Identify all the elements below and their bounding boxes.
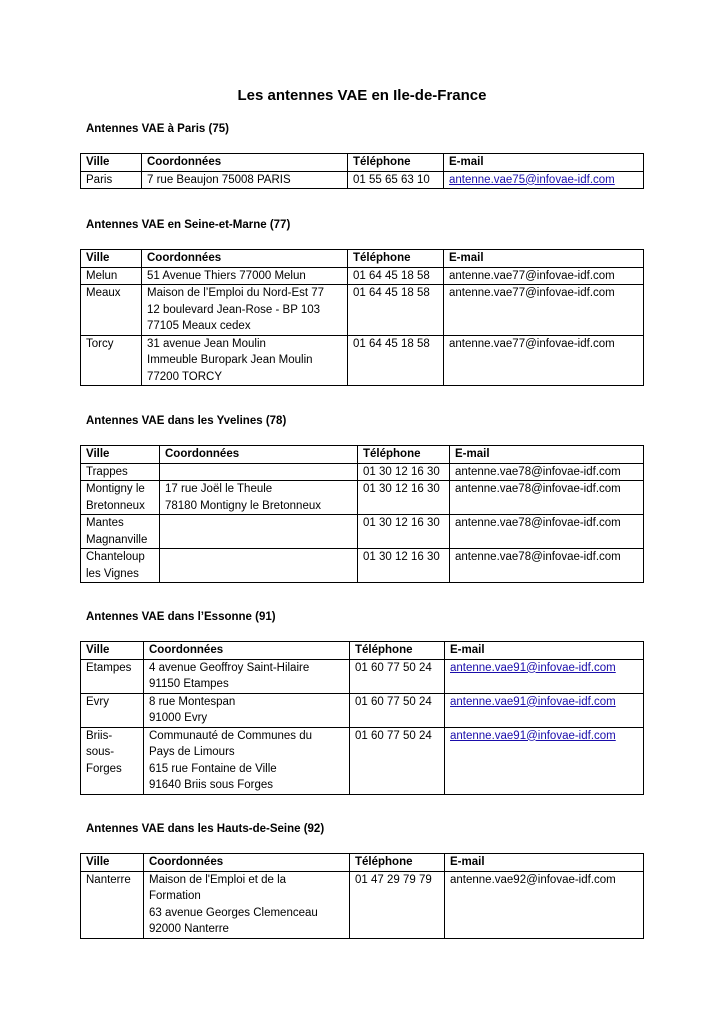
cell-ville xyxy=(81,727,144,794)
cell-email xyxy=(450,463,644,481)
column-header-ville: Ville xyxy=(81,854,144,872)
column-header-email: E-mail xyxy=(445,854,644,872)
city-line: Forges xyxy=(86,762,122,775)
column-header-email: E-mail xyxy=(444,154,644,172)
cell-email xyxy=(444,285,644,336)
cell-telephone: 01 60 77 50 24 xyxy=(350,693,445,727)
cell-email xyxy=(445,659,644,693)
antennas-table xyxy=(80,249,644,386)
cell-ville xyxy=(81,463,160,481)
cell-telephone: 01 64 45 18 58 xyxy=(348,285,444,336)
cell-coordonnees xyxy=(144,693,350,727)
table-row xyxy=(81,463,644,481)
cell-ville xyxy=(81,171,142,189)
city-line: Nanterre xyxy=(86,873,131,886)
cell-telephone: 01 30 12 16 30 xyxy=(358,515,450,549)
address-line: Immeuble Buropark Jean Moulin xyxy=(147,354,313,366)
column-header-email: E-mail xyxy=(444,250,644,268)
email-text: antenne.vae77@infovae-idf.com xyxy=(449,337,615,350)
table-row xyxy=(81,171,644,189)
address-line: Formation xyxy=(149,890,201,902)
section-heading: Antennes VAE dans les Hauts-de-Seine (92) xyxy=(86,823,325,835)
antennas-table xyxy=(80,153,644,189)
table-row xyxy=(81,335,644,386)
cell-coordonnees xyxy=(160,549,358,583)
section-heading: Antennes VAE en Seine-et-Marne (77) xyxy=(86,219,291,231)
column-header-ville: Ville xyxy=(81,154,142,172)
antennas-table xyxy=(80,445,644,583)
table-row xyxy=(81,549,644,583)
section-heading: Antennes VAE à Paris (75) xyxy=(86,123,229,135)
cell-ville xyxy=(81,267,142,285)
cell-ville xyxy=(81,515,160,549)
table-header-row xyxy=(81,250,644,268)
table-header-row xyxy=(81,642,644,660)
email-text: antenne.vae78@infovae-idf.com xyxy=(455,551,621,563)
address-line: 4 avenue Geoffroy Saint-Hilaire xyxy=(149,661,310,674)
city-line: Trappes xyxy=(86,465,128,478)
city-line: Paris xyxy=(86,173,113,186)
city-line: Etampes xyxy=(86,661,132,674)
cell-ville xyxy=(81,659,144,693)
table-header-row xyxy=(81,154,644,172)
table-row xyxy=(81,727,644,794)
column-header-ville: Ville xyxy=(81,446,160,464)
column-header-telephone: Téléphone xyxy=(348,154,444,172)
address-line: 8 rue Montespan xyxy=(149,695,236,708)
cell-coordonnees xyxy=(160,515,358,549)
table-row xyxy=(81,285,644,336)
address-line: 7 rue Beaujon 75008 PARIS xyxy=(147,173,291,186)
address-line: 91000 Evry xyxy=(149,712,208,724)
address-line: Communauté de Communes du xyxy=(149,729,312,742)
cell-telephone: 01 64 45 18 58 xyxy=(348,335,444,386)
column-header-email: E-mail xyxy=(445,642,644,660)
city-line: sous- xyxy=(86,746,115,758)
cell-ville xyxy=(81,481,160,515)
cell-email xyxy=(445,871,644,938)
column-header-ville: Ville xyxy=(81,250,142,268)
table-row xyxy=(81,659,644,693)
column-header-coordonnees: Coordonnées xyxy=(142,154,348,172)
address-line: 91640 Briis sous Forges xyxy=(149,779,274,791)
antennas-table xyxy=(80,853,644,939)
cell-telephone: 01 60 77 50 24 xyxy=(350,659,445,693)
address-line: 63 avenue Georges Clemenceau xyxy=(149,906,318,919)
city-line: Meaux xyxy=(86,287,121,299)
email-text: antenne.vae92@infovae-idf.com xyxy=(450,873,616,886)
cell-telephone: 01 30 12 16 30 xyxy=(358,481,450,515)
cell-telephone: 01 30 12 16 30 xyxy=(358,463,450,481)
cell-email xyxy=(445,693,644,727)
address-line: 91150 Etampes xyxy=(149,678,229,690)
cell-email xyxy=(445,727,644,794)
table-row xyxy=(81,871,644,938)
cell-coordonnees xyxy=(160,481,358,515)
cell-coordonnees xyxy=(142,335,348,386)
table-row xyxy=(81,693,644,727)
address-line: 17 rue Joël le Theule xyxy=(165,483,273,495)
cell-telephone: 01 60 77 50 24 xyxy=(350,727,445,794)
section-heading: Antennes VAE dans l’Essonne (91) xyxy=(86,611,276,623)
email-link[interactable]: antenne.vae91@infovae-idf.com xyxy=(450,729,616,742)
address-line: 77200 TORCY xyxy=(147,370,223,383)
email-text: antenne.vae77@infovae-idf.com xyxy=(449,269,615,282)
city-line: les Vignes xyxy=(86,567,139,580)
email-link[interactable]: antenne.vae75@infovae-idf.com xyxy=(449,173,615,186)
cell-telephone: 01 30 12 16 30 xyxy=(358,549,450,583)
cell-coordonnees xyxy=(160,463,358,481)
column-header-telephone: Téléphone xyxy=(358,446,450,464)
city-line: Mantes xyxy=(86,517,124,529)
cell-coordonnees xyxy=(142,267,348,285)
cell-coordonnees xyxy=(142,285,348,336)
address-line: Maison de l'Emploi et de la xyxy=(149,873,287,886)
section-heading: Antennes VAE dans les Yvelines (78) xyxy=(86,415,287,427)
cell-coordonnees xyxy=(144,871,350,938)
table-header-row xyxy=(81,854,644,872)
city-line: Montigny le xyxy=(86,483,145,495)
email-text: antenne.vae78@infovae-idf.com xyxy=(455,465,621,478)
address-line: Pays de Limours xyxy=(149,746,235,758)
city-line: Bretonneux xyxy=(86,499,145,512)
address-line: 77105 Meaux cedex xyxy=(147,320,251,332)
column-header-telephone: Téléphone xyxy=(348,250,444,268)
address-line: 51 Avenue Thiers 77000 Melun xyxy=(147,269,306,282)
page-title: Les antennes VAE en Ile-de-France xyxy=(237,87,487,104)
address-line: Maison de l’Emploi du Nord-Est 77 xyxy=(147,287,325,299)
address-line: 31 avenue Jean Moulin xyxy=(147,337,266,350)
column-header-coordonnees: Coordonnées xyxy=(160,446,358,464)
city-line: Evry xyxy=(86,695,109,708)
city-line: Chanteloup xyxy=(86,551,145,563)
cell-ville xyxy=(81,285,142,336)
email-text: antenne.vae78@infovae-idf.com xyxy=(455,483,621,495)
cell-ville xyxy=(81,335,142,386)
cell-telephone: 01 64 45 18 58 xyxy=(348,267,444,285)
cell-email xyxy=(450,481,644,515)
email-text: antenne.vae77@infovae-idf.com xyxy=(449,287,615,299)
table-row xyxy=(81,267,644,285)
cell-coordonnees xyxy=(144,659,350,693)
cell-telephone: 01 55 65 63 10 xyxy=(348,171,444,189)
city-line: Magnanville xyxy=(86,533,148,546)
column-header-telephone: Téléphone xyxy=(350,642,445,660)
column-header-coordonnees: Coordonnées xyxy=(144,642,350,660)
column-header-email: E-mail xyxy=(450,446,644,464)
cell-email xyxy=(444,171,644,189)
city-line: Torcy xyxy=(86,337,114,350)
cell-email xyxy=(450,549,644,583)
email-text: antenne.vae78@infovae-idf.com xyxy=(455,517,621,529)
cell-ville xyxy=(81,871,144,938)
table-header-row xyxy=(81,446,644,464)
email-link[interactable]: antenne.vae91@infovae-idf.com xyxy=(450,661,616,674)
city-line: Melun xyxy=(86,269,118,282)
column-header-ville: Ville xyxy=(81,642,144,660)
table-row xyxy=(81,515,644,549)
table-row xyxy=(81,481,644,515)
city-line: Briis- xyxy=(86,729,113,742)
cell-email xyxy=(444,267,644,285)
cell-telephone: 01 47 29 79 79 xyxy=(350,871,445,938)
column-header-coordonnees: Coordonnées xyxy=(142,250,348,268)
email-link[interactable]: antenne.vae91@infovae-idf.com xyxy=(450,695,616,708)
cell-coordonnees xyxy=(142,171,348,189)
address-line: 12 boulevard Jean-Rose - BP 103 xyxy=(147,303,321,316)
cell-ville xyxy=(81,549,160,583)
cell-email xyxy=(450,515,644,549)
cell-ville xyxy=(81,693,144,727)
address-line: 78180 Montigny le Bretonneux xyxy=(165,499,321,512)
cell-email xyxy=(444,335,644,386)
cell-coordonnees xyxy=(144,727,350,794)
antennas-table xyxy=(80,641,644,795)
address-line: 92000 Nanterre xyxy=(149,923,229,935)
column-header-telephone: Téléphone xyxy=(350,854,445,872)
address-line: 615 rue Fontaine de Ville xyxy=(149,762,277,775)
column-header-coordonnees: Coordonnées xyxy=(144,854,350,872)
